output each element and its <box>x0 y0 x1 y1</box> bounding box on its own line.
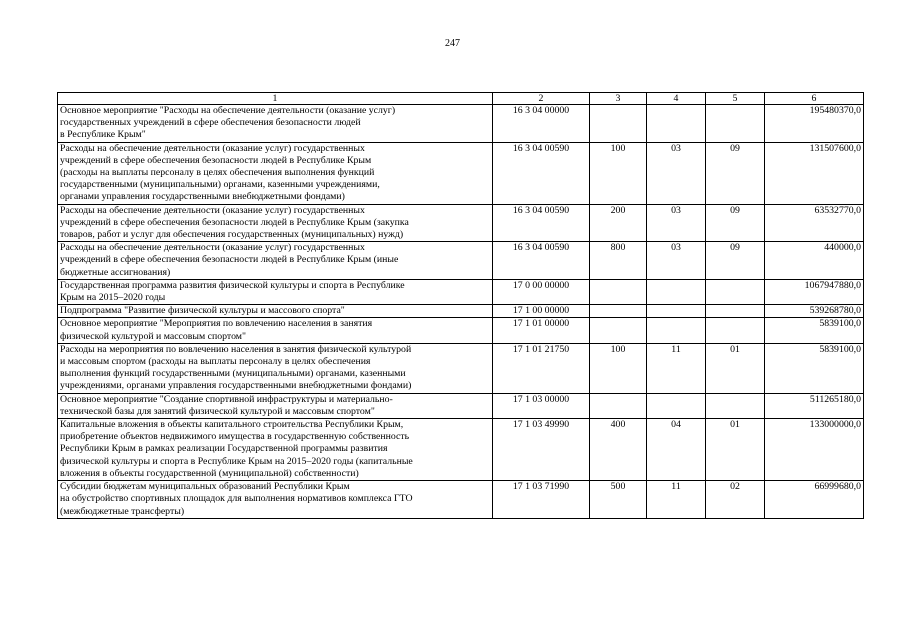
expense-name-line: учреждений в сфере обеспечения безопасности людей в Республике Крым (иные <box>60 254 399 266</box>
expense-type-cell: 500 <box>590 481 647 519</box>
expense-name-line: Субсидии бюджетам муниципальных образований Республики Крым <box>60 481 350 493</box>
subsection-cell <box>706 105 765 143</box>
expense-name-cell <box>58 393 493 418</box>
expense-type-cell: 400 <box>590 419 647 481</box>
expense-name-line: Государственная программа развития физической культуры и спорта в Республике <box>60 279 405 291</box>
subsection-cell: 02 <box>706 481 765 519</box>
expense-type-cell: 100 <box>590 142 647 204</box>
table-row <box>58 204 864 242</box>
expense-name-line: Расходы на обеспечение деятельности (оказание услуг) государственных <box>60 204 365 216</box>
amount-cell: 440000,0 <box>765 242 864 280</box>
header-col-5: 5 <box>706 93 765 105</box>
amount-cell: 539268780,0 <box>765 305 864 318</box>
expense-name-line: физической культурой и массовым спортом" <box>60 330 246 342</box>
section-cell <box>647 393 706 418</box>
expense-name-line: государственными (муниципальными) органами, казенными учреждениями, <box>60 179 380 191</box>
expense-type-cell <box>590 393 647 418</box>
header-col-3: 3 <box>590 93 647 105</box>
expense-name-line: Расходы на мероприятия по вовлечению населения в занятия физической культурой <box>60 343 412 355</box>
amount-cell: 133000000,0 <box>765 419 864 481</box>
expense-type-cell <box>590 318 647 343</box>
target-article-code-cell: 16 3 04 00590 <box>493 142 590 204</box>
table-row <box>58 142 864 204</box>
expense-name-cell <box>58 105 493 143</box>
table-row <box>58 419 864 481</box>
expense-name-line: на обустройство спортивных площадок для выполнения нормативов комплекса ГТО <box>60 493 413 505</box>
header-row <box>58 93 864 105</box>
section-cell <box>647 105 706 143</box>
section-cell <box>647 318 706 343</box>
expense-type-cell <box>590 105 647 143</box>
expense-name-line: Расходы на обеспечение деятельности (оказание услуг) государственных <box>60 142 365 154</box>
expense-name-line: Крым на 2015–2020 годы <box>60 292 166 304</box>
expense-name-line: Расходы на обеспечение деятельности (оказание услуг) государственных <box>60 242 365 254</box>
section-cell: 11 <box>647 481 706 519</box>
section-cell: 03 <box>647 242 706 280</box>
expense-name-line: в Республике Крым" <box>60 129 146 141</box>
section-cell <box>647 279 706 304</box>
table-row <box>58 305 864 318</box>
subsection-cell <box>706 393 765 418</box>
expense-name-line: выполнения функций государственными (муниципальными) органами, казенными <box>60 368 406 380</box>
subsection-cell <box>706 318 765 343</box>
target-article-code-cell: 17 1 03 00000 <box>493 393 590 418</box>
expense-name-line: (межбюджетные трансферты) <box>60 505 185 517</box>
target-article-code-cell: 17 1 03 71990 <box>493 481 590 519</box>
expense-type-cell <box>590 279 647 304</box>
subsection-cell: 09 <box>706 242 765 280</box>
expense-name-cell <box>58 142 493 204</box>
subsection-cell: 01 <box>706 419 765 481</box>
expense-name-line: (расходы на выплаты персоналу в целях обеспечения выполнения функций <box>60 167 375 179</box>
expense-name-line: Основное мероприятие "Расходы на обеспечение деятельности (оказание услуг) <box>60 105 396 116</box>
amount-cell: 63532770,0 <box>765 204 864 242</box>
amount-cell: 131507600,0 <box>765 142 864 204</box>
subsection-cell: 09 <box>706 142 765 204</box>
expense-name-line: вложения в объекты государственной (муниципальной) собственности) <box>60 467 359 479</box>
expense-name-line: учреждений в сфере обеспечения безопасности людей в Республике Крым <box>60 154 372 166</box>
expense-name-line: государственных учреждений в сфере обеспечения безопасности людей <box>60 117 361 129</box>
section-cell: 03 <box>647 204 706 242</box>
expense-name-line: технической базы для занятий физической культурой и массовым спортом" <box>60 405 375 417</box>
target-article-code-cell: 16 3 04 00590 <box>493 242 590 280</box>
subsection-cell <box>706 279 765 304</box>
amount-cell: 195480370,0 <box>765 105 864 143</box>
subsection-cell: 09 <box>706 204 765 242</box>
amount-cell: 66999680,0 <box>765 481 864 519</box>
expense-type-cell <box>590 305 647 318</box>
expense-name-cell <box>58 242 493 280</box>
expense-name-line: бюджетные ассигнования) <box>60 266 171 278</box>
amount-cell: 5839100,0 <box>765 318 864 343</box>
table-body <box>58 105 864 519</box>
amount-cell: 1067947880,0 <box>765 279 864 304</box>
target-article-code-cell: 17 1 00 00000 <box>493 305 590 318</box>
header-col-2: 2 <box>493 93 590 105</box>
budget-table <box>57 92 864 519</box>
target-article-code-cell: 17 1 03 49990 <box>493 419 590 481</box>
expense-name-cell <box>58 343 493 393</box>
target-article-code-cell: 17 0 00 00000 <box>493 279 590 304</box>
expense-name-line: органами управления государственными внебюджетными фондами) <box>60 191 345 203</box>
table-row <box>58 393 864 418</box>
table-row <box>58 343 864 393</box>
expense-name-cell <box>58 204 493 242</box>
expense-name-cell <box>58 419 493 481</box>
expense-type-cell: 800 <box>590 242 647 280</box>
table-row <box>58 279 864 304</box>
target-article-code-cell: 16 3 04 00000 <box>493 105 590 143</box>
header-col-1: 1 <box>58 93 493 105</box>
table-row <box>58 242 864 280</box>
expense-type-cell: 100 <box>590 343 647 393</box>
expense-name-line: товаров, работ и услуг для обеспечения государственных (муниципальных) нужд) <box>60 229 404 241</box>
page-number: 247 <box>445 38 460 49</box>
expense-name-cell <box>58 279 493 304</box>
expense-name-line: Подпрограмма "Развитие физической культуры и массового спорта" <box>60 305 345 317</box>
table-row <box>58 318 864 343</box>
expense-name-cell <box>58 305 493 318</box>
target-article-code-cell: 16 3 04 00590 <box>493 204 590 242</box>
section-cell <box>647 305 706 318</box>
expense-name-cell <box>58 318 493 343</box>
section-cell: 11 <box>647 343 706 393</box>
section-cell: 03 <box>647 142 706 204</box>
expense-type-cell: 200 <box>590 204 647 242</box>
expense-name-line: Капитальные вложения в объекты капитального строительства Республики Крым, <box>60 419 404 431</box>
target-article-code-cell: 17 1 01 21750 <box>493 343 590 393</box>
subsection-cell <box>706 305 765 318</box>
table-row <box>58 481 864 519</box>
amount-cell: 5839100,0 <box>765 343 864 393</box>
table-row <box>58 105 864 143</box>
expense-name-line: учреждений в сфере обеспечения безопасности людей в Республике Крым (закупка <box>60 216 409 228</box>
amount-cell: 511265180,0 <box>765 393 864 418</box>
section-cell: 04 <box>647 419 706 481</box>
expense-name-line: физической культуры и спорта в Республике Крым на 2015–2020 годы (капитальные <box>60 455 413 467</box>
expense-name-line: Основное мероприятие "Мероприятия по вовлечению населения в занятия <box>60 318 373 330</box>
expense-name-line: Республики Крым в рамках реализации Государственной программы развития <box>60 443 388 455</box>
header-col-6: 6 <box>765 93 864 105</box>
expense-name-cell <box>58 481 493 519</box>
header-col-4: 4 <box>647 93 706 105</box>
target-article-code-cell: 17 1 01 00000 <box>493 318 590 343</box>
expense-name-line: учреждениями, органами управления государственными внебюджетными фондами) <box>60 380 412 392</box>
expense-name-line: приобретение объектов недвижимого имущества в государственную собственность <box>60 431 410 443</box>
expense-name-line: Основное мероприятие "Создание спортивной инфраструктуры и материально- <box>60 393 393 405</box>
subsection-cell: 01 <box>706 343 765 393</box>
expense-name-line: и массовым спортом (расходы на выплаты персоналу в целях обеспечения <box>60 356 371 368</box>
